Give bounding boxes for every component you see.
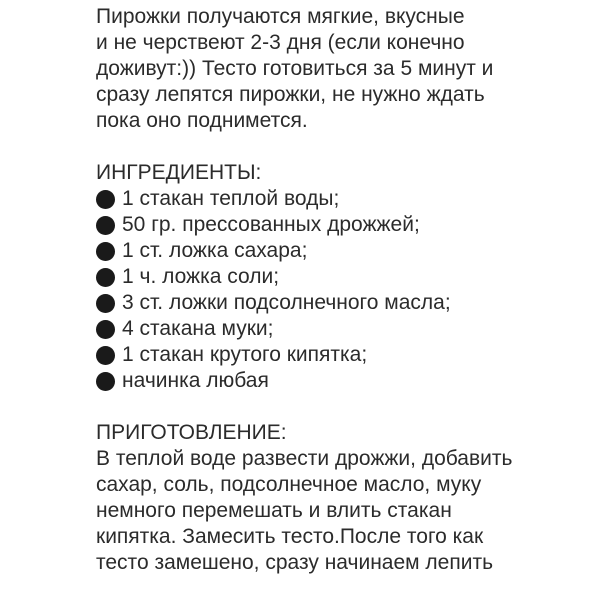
ingredient-text: 3 ст. ложки подсолнечного масла;: [122, 291, 451, 314]
black-circle-icon: [96, 216, 115, 235]
ingredient-text: начинка любая: [122, 369, 269, 392]
ingredient-item: [96, 290, 596, 316]
black-circle-icon: [96, 320, 115, 339]
intro-line: Пирожки получаются мягкие, вкусные: [96, 5, 465, 28]
preparation-paragraph: [96, 446, 596, 576]
ingredient-text: 50 гр. прессованных дрожжей;: [122, 213, 420, 236]
preparation-heading: ПРИГОТОВЛЕНИЕ:: [96, 421, 287, 444]
ingredients-list: [96, 186, 596, 394]
ingredient-item: [96, 186, 596, 212]
ingredient-item: [96, 264, 596, 290]
black-circle-icon: [96, 268, 115, 287]
ingredients-section: [96, 160, 596, 394]
ingredient-text: 1 ст. ложка сахара;: [122, 239, 308, 262]
ingredient-item: [96, 342, 596, 368]
ingredient-text: 1 стакан крутого кипятка;: [122, 343, 368, 366]
ingredient-item: [96, 316, 596, 342]
ingredient-item: [96, 238, 596, 264]
spacer: [96, 134, 596, 160]
intro-line: доживут:)) Тесто готовиться за 5 минут и: [96, 57, 494, 80]
ingredient-item: [96, 212, 596, 238]
preparation-line: сахар, соль, подсолнечное масло, муку: [96, 473, 482, 496]
preparation-line: тесто замешено, сразу начинаем лепить: [96, 551, 494, 574]
intro-line: сразу лепятся пирожки, не нужно ждать: [96, 83, 485, 106]
recipe-document: [96, 4, 596, 576]
preparation-line: кипятка. Замесить тесто.После того как: [96, 525, 484, 548]
black-circle-icon: [96, 190, 115, 209]
ingredient-text: 4 стакана муки;: [122, 317, 274, 340]
preparation-section: [96, 420, 596, 576]
preparation-line: немного перемешать и влить стакан: [96, 499, 452, 522]
intro-line: и не черствеют 2-3 дня (если конечно: [96, 31, 465, 54]
ingredient-item: [96, 368, 596, 394]
black-circle-icon: [96, 242, 115, 261]
black-circle-icon: [96, 346, 115, 365]
spacer: [96, 394, 596, 420]
ingredient-text: 1 стакан теплой воды;: [122, 187, 340, 210]
preparation-line: В теплой воде развести дрожжи, добавить: [96, 447, 513, 470]
ingredient-text: 1 ч. ложка соли;: [122, 265, 280, 288]
intro-paragraph: [96, 4, 596, 134]
intro-line: пока оно поднимется.: [96, 109, 308, 132]
ingredients-heading: ИНГРЕДИЕНТЫ:: [96, 161, 262, 184]
black-circle-icon: [96, 372, 115, 391]
black-circle-icon: [96, 294, 115, 313]
